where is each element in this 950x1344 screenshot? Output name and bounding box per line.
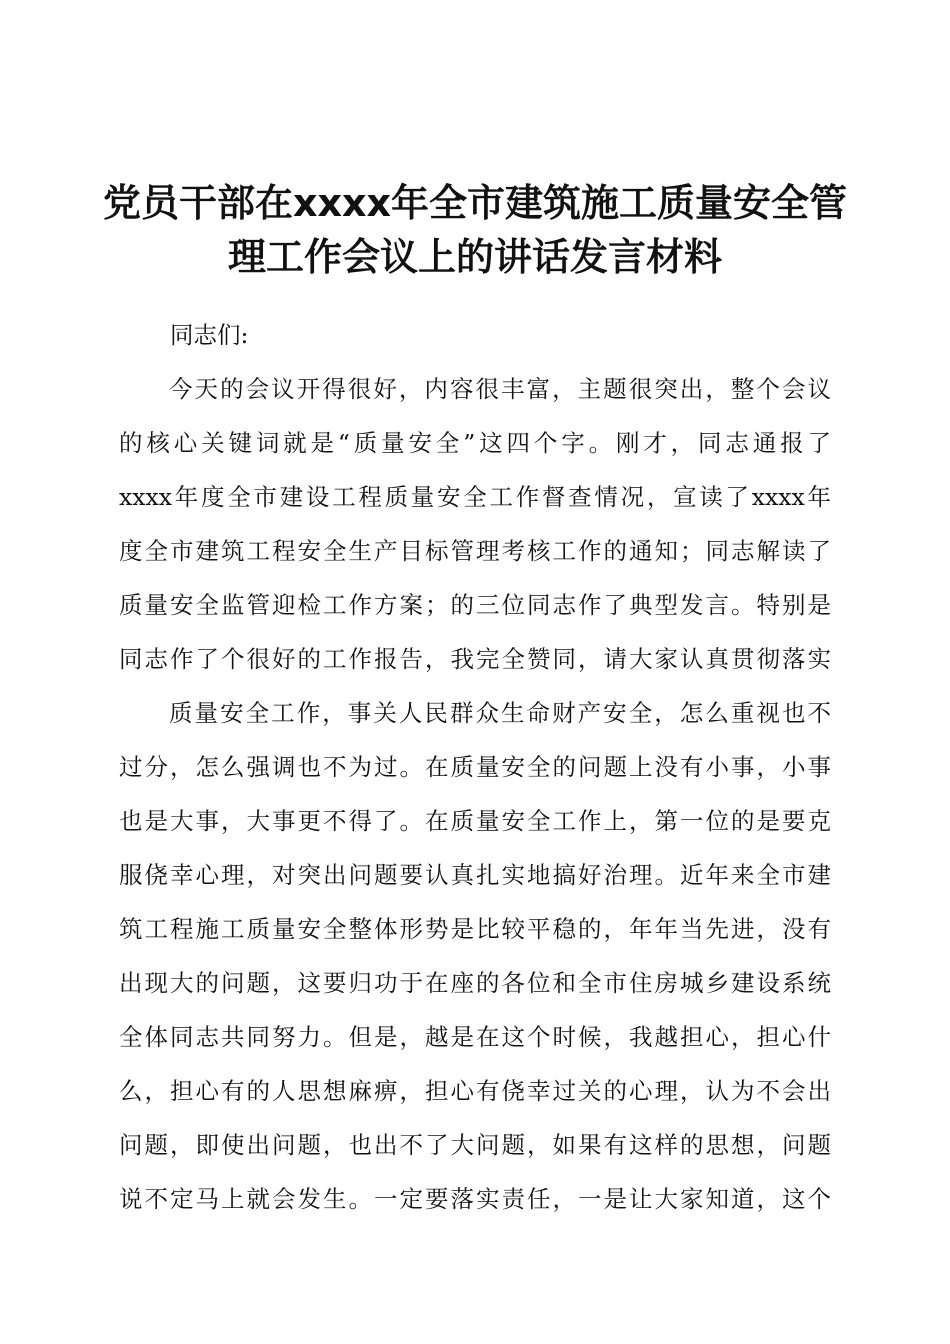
paragraph-line: xxxx年度全市建设工程质量安全工作督查情况，宣读了xxxx年 bbox=[119, 483, 831, 511]
greeting: 同志们: bbox=[170, 321, 249, 349]
title-line-2: 理工作会议上的讲话发言材料 bbox=[227, 235, 722, 279]
paragraph-line: 服侥幸心理，对突出问题要认真扎实地搞好治理。近年来全市建 bbox=[119, 861, 831, 889]
paragraph-2 bbox=[119, 686, 831, 1226]
paragraph-line: 么，担心有的人思想麻痹，担心有侥幸过关的心理，认为不会出 bbox=[119, 1077, 831, 1105]
paragraph-line: 说不定马上就会发生。一定要落实责任，一是让大家知道，这个 bbox=[119, 1185, 831, 1213]
title-line-1: 党员干部在xxxx年全市建筑施工质量安全管 bbox=[102, 181, 848, 225]
paragraph-line: 筑工程施工质量安全整体形势是比较平稳的，年年当先进，没有 bbox=[119, 915, 831, 943]
paragraph-line: 出现大的问题，这要归功于在座的各位和全市住房城乡建设系统 bbox=[119, 969, 831, 997]
paragraph-line: 全体同志共同努力。但是，越是在这个时候，我越担心，担心什 bbox=[119, 1023, 831, 1051]
paragraph-line: 也是大事，大事更不得了。在质量安全工作上，第一位的是要克 bbox=[119, 807, 831, 835]
paragraph-line: 质量安全监管迎检工作方案；的三位同志作了典型发言。特别是 bbox=[119, 591, 831, 619]
paragraph-line: 问题，即使出问题，也出不了大问题，如果有这样的思想，问题 bbox=[119, 1131, 831, 1159]
paragraph-line: 质量安全工作，事关人民群众生命财产安全，怎么重视也不 bbox=[169, 699, 831, 727]
paragraph-line: 今天的会议开得很好，内容很丰富，主题很突出，整个会议 bbox=[169, 375, 831, 403]
paragraph-line: 过分，怎么强调也不为过。在质量安全的问题上没有小事，小事 bbox=[119, 753, 831, 781]
document-title bbox=[100, 176, 850, 284]
paragraph-line: 度全市建筑工程安全生产目标管理考核工作的通知；同志解读了 bbox=[119, 537, 831, 565]
paragraph-line: 同志作了个很好的工作报告，我完全赞同，请大家认真贯彻落实 bbox=[119, 645, 831, 673]
paragraph-line: 的核心关键词就是“质量安全”这四个字。刚才，同志通报了 bbox=[119, 429, 831, 457]
paragraph-1 bbox=[119, 362, 831, 686]
